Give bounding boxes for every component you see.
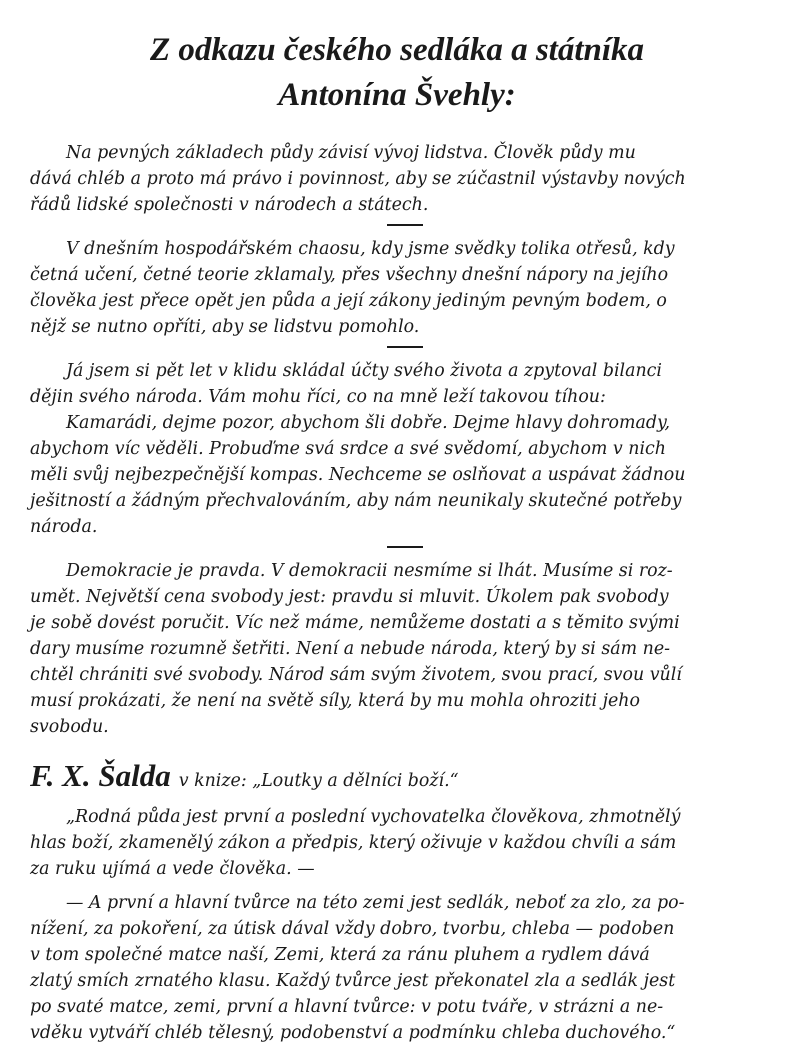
paragraph-soil — [30, 140, 764, 218]
text-line: „Rodná půda jest první a poslední vychovatelka člověkova, zhmotnělý — [66, 807, 681, 827]
text-line: vděku vytváří chléb tělesný, podobenství a podmínku chleba duchového.“ — [30, 1023, 676, 1043]
paragraph-comrades — [30, 358, 764, 540]
text-line: musí prokázati, že není na světě síly, která by mu mohla ohroziti jeho — [30, 691, 640, 711]
text-line: národa. — [30, 517, 98, 537]
paragraph-democracy — [30, 558, 764, 740]
text-line: je sobě dovést poručit. Víc než máme, nemůžeme dostati a s těmito svými — [30, 613, 680, 633]
text-line: svobodu. — [30, 717, 109, 737]
section-divider — [387, 346, 423, 348]
text-line: po svaté matce, zemi, první a hlavní tvůrce: v potu tváře, v strázni a ne- — [30, 997, 664, 1017]
paragraph-chaos — [30, 236, 764, 340]
text-line: Já jsem si pět let v klidu skládal účty svého života a zpytoval bilanci — [66, 361, 662, 381]
paragraph-farmer-creator — [30, 890, 764, 1046]
text-line: Kamarádi, dejme pozor, abychom šli dobře. Dejme hlavy dohromady, — [66, 413, 671, 433]
paragraph-native-soil — [30, 804, 764, 882]
text-line: umět. Největší cena svobody jest: pravdu si mluvit. Úkolem pak svobody — [30, 587, 669, 607]
text-line: člověka jest přece opět jen půda a její zákony jediným pevným bodem, o — [30, 291, 667, 311]
section-divider — [387, 224, 423, 226]
paragraph-gap — [30, 882, 764, 890]
text-line: — A první a hlavní tvůrce na této zemi jest sedlák, neboť za zlo, za po- — [66, 893, 685, 913]
text-line: za ruku ujímá a vede člověka. — — [30, 859, 315, 879]
text-line: řádů lidské společnosti v národech a státech. — [30, 195, 429, 215]
text-line: nějž se nutno opříti, aby se lidstvu pomohlo. — [30, 317, 420, 337]
text-line: Demokracie je pravda. V demokracii nesmíme si lhát. Musíme si roz- — [66, 561, 673, 581]
salda-heading — [30, 758, 764, 794]
text-line: Na pevných základech půdy závisí vývoj lidstva. Člověk půdy mu — [66, 143, 636, 163]
section-divider — [387, 546, 423, 548]
text-line: dary musíme rozumně šetřiti. Není a nebude národa, který by si sám ne- — [30, 639, 671, 659]
title-line-2: Antonína Švehly: — [278, 77, 516, 113]
text-line: měli svůj nejbezpečnější kompas. Nechceme se oslňovat a uspávat žádnou — [30, 465, 686, 485]
text-line: v tom společné matce naší, Zemi, která za ránu pluhem a rydlem dává — [30, 945, 650, 965]
text-line: abychom víc věděli. Probuďme svá srdce a své svědomí, abychom v nich — [30, 439, 666, 459]
text-line: nížení, za pokoření, za útisk dával vždy dobro, tvorbu, chleba — podoben — [30, 919, 675, 939]
text-line: zlatý smích zrnatého klasu. Každý tvůrce jest překonatel zla a sedlák jest — [30, 971, 676, 991]
salda-author-name: F. X. Šalda — [30, 758, 171, 793]
text-line: dává chléb a proto má právo i povinnost, aby se zúčastnil výstavby nových — [30, 169, 686, 189]
text-line: četná učení, četné teorie zklamaly, přes všechny dnešní nápory na jejího — [30, 265, 669, 285]
page-title — [30, 28, 764, 118]
text-line: dějin svého národa. Vám mohu říci, co na mně leží takovou tíhou: — [30, 387, 606, 407]
text-line: V dnešním hospodářském chaosu, kdy jsme svědky tolika otřesů, kdy — [66, 239, 675, 259]
salda-source: v knize: „Loutky a dělníci boží.“ — [178, 771, 459, 791]
title-line-1: Z odkazu českého sedláka a státníka — [149, 32, 645, 68]
text-line: hlas boží, zkamenělý zákon a předpis, který oživuje v každou chvíli a sám — [30, 833, 677, 853]
text-line: chtěl chrániti své svobody. Národ sám svým životem, svou prací, svou vůlí — [30, 665, 682, 685]
text-line: ješitností a žádným přechvalováním, aby nám neunikaly skutečné potřeby — [30, 491, 682, 511]
